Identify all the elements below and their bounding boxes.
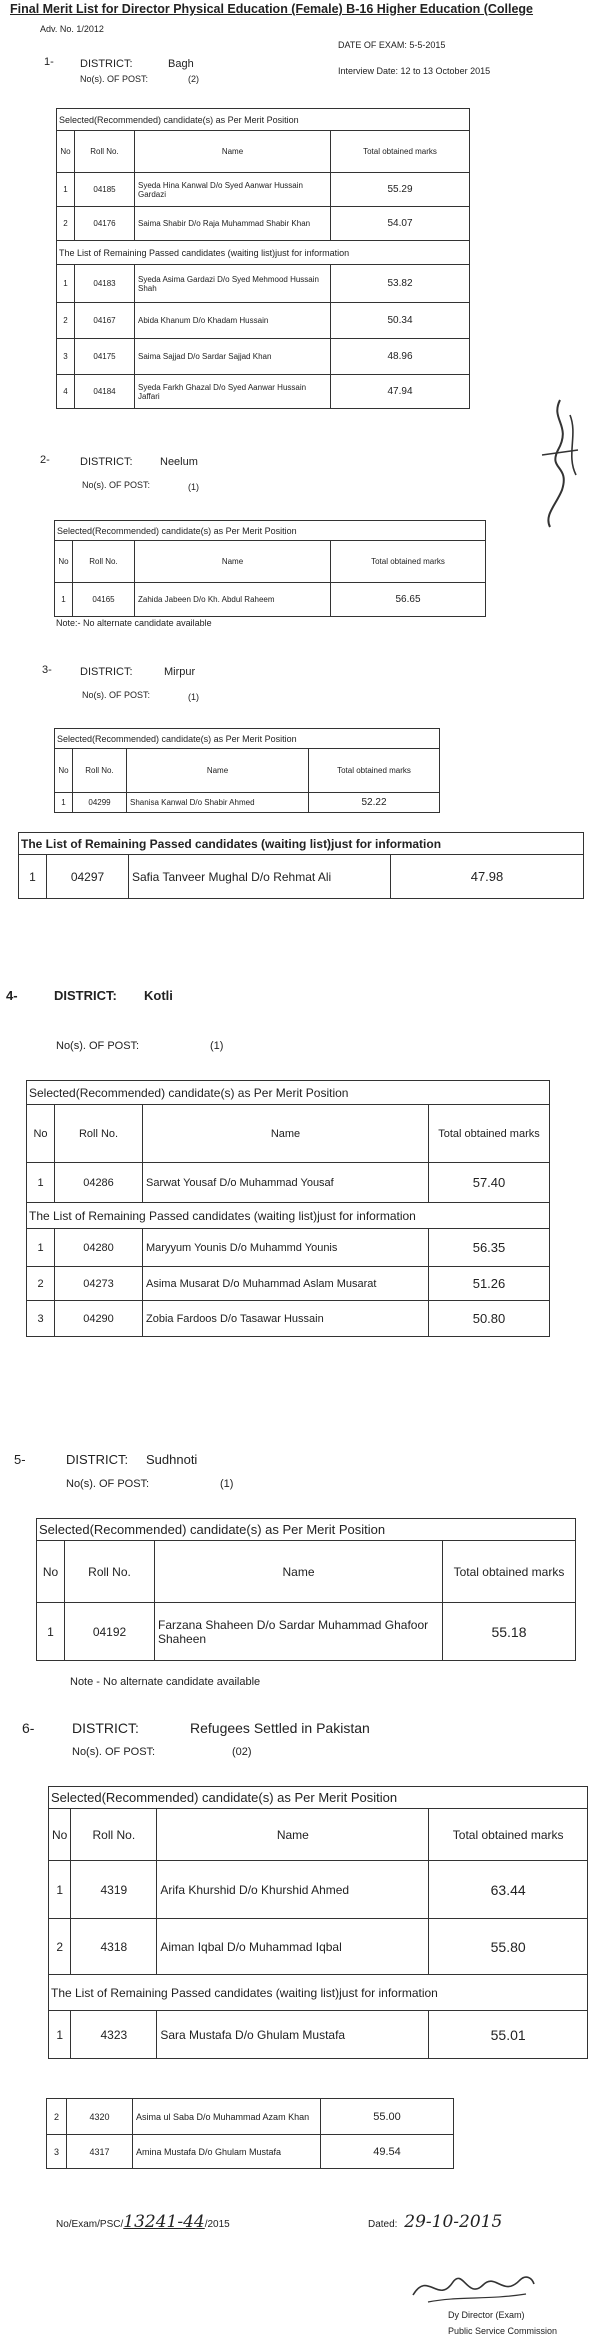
col-roll: Roll No. xyxy=(73,749,127,793)
district-name: Bagh xyxy=(168,58,194,70)
waiting-table-mirpur xyxy=(18,832,584,899)
posts-count: (2) xyxy=(188,74,199,84)
district-number: 6- xyxy=(22,1720,35,1736)
posts-count: (1) xyxy=(220,1478,234,1490)
advertisement-number: Adv. No. 1/2012 xyxy=(40,24,104,34)
col-name: Name xyxy=(155,1541,443,1603)
col-marks: Total obtained marks xyxy=(331,131,470,173)
merit-table-neelum xyxy=(54,520,486,617)
table-row: 1 04299 Shanisa Kanwal D/o Shabir Ahmed 52.22 xyxy=(55,793,440,813)
col-name: Name xyxy=(135,541,331,583)
col-no: No xyxy=(57,131,75,173)
table-row: 1 04192 Farzana Shaheen D/o Sardar Muhammad Ghafoor Shaheen 55.18 xyxy=(37,1603,576,1661)
table-row: 4 04184 Syeda Farkh Ghazal D/o Syed Aanwar Hussain Jaffari 47.94 xyxy=(57,375,470,409)
waiting-table-refugees-cont xyxy=(46,2098,454,2169)
designation: Dy Director (Exam) xyxy=(448,2310,525,2320)
col-name: Name xyxy=(143,1105,429,1163)
table-row: 2 4320 Asima ul Saba D/o Muhammad Azam Khan 55.00 xyxy=(47,2099,454,2135)
selected-heading: Selected(Recommended) candidate(s) as Per Merit Position xyxy=(49,1787,588,1809)
col-name: Name xyxy=(157,1809,429,1861)
merit-table-refugees xyxy=(48,1786,588,2059)
table-row: 1 04185 Syeda Hina Kanwal D/o Syed Aanwar Hussain Gardazi 55.29 xyxy=(57,173,470,207)
district-number: 2- xyxy=(40,454,50,466)
waiting-heading: The List of Remaining Passed candidates (waiting list)just for information xyxy=(27,1203,550,1229)
signature xyxy=(408,2260,538,2310)
col-no: No xyxy=(49,1809,71,1861)
table-row: 1 4319 Arifa Khurshid D/o Khurshid Ahmed 63.44 xyxy=(49,1861,588,1919)
district-name: Kotli xyxy=(144,988,173,1003)
col-roll: Roll No. xyxy=(75,131,135,173)
col-marks: Total obtained marks xyxy=(429,1809,588,1861)
col-marks: Total obtained marks xyxy=(443,1541,576,1603)
waiting-heading: The List of Remaining Passed candidates (waiting list)just for information xyxy=(49,1975,588,2011)
district-name: Neelum xyxy=(160,456,198,468)
col-marks: Total obtained marks xyxy=(309,749,440,793)
table-row: 1 04183 Syeda Asima Gardazi D/o Syed Mehmood Hussain Shah 53.82 xyxy=(57,265,470,303)
col-name: Name xyxy=(135,131,331,173)
waiting-heading: The List of Remaining Passed candidates (waiting list)just for information xyxy=(19,833,584,855)
district-label: DISTRICT: xyxy=(72,1720,139,1736)
table-row: 2 04273 Asima Musarat D/o Muhammad Aslam Musarat 51.26 xyxy=(27,1267,550,1301)
office: Public Service Commission xyxy=(448,2326,558,2336)
district-number: 5- xyxy=(14,1452,26,1467)
col-no: No xyxy=(55,749,73,793)
table-row: 1 04165 Zahida Jabeen D/o Kh. Abdul Raheem 56.65 xyxy=(55,583,486,617)
posts-label: No(s). OF POST: xyxy=(80,74,149,84)
selected-heading: Selected(Recommended) candidate(s) as Per Merit Position xyxy=(57,109,470,131)
col-roll: Roll No. xyxy=(65,1541,155,1603)
district-label: DISTRICT: xyxy=(66,1452,129,1467)
table-row: 3 4317 Amina Mustafa D/o Ghulam Mustafa 49.54 xyxy=(47,2135,454,2169)
selected-heading: Selected(Recommended) candidate(s) as Per Merit Position xyxy=(27,1081,550,1105)
table-row: 3 04175 Saima Sajjad D/o Sardar Sajjad Khan 48.96 xyxy=(57,339,470,375)
table-row: 2 04176 Saima Shabir D/o Raja Muhammad Shabir Khan 54.07 xyxy=(57,207,470,241)
district-name: Refugees Settled in Pakistan xyxy=(190,1720,370,1736)
district-label: DISTRICT: xyxy=(54,988,117,1003)
posts-count: (02) xyxy=(232,1746,252,1758)
district-name: Sudhnoti xyxy=(146,1452,198,1467)
table-row: 1 04280 Maryyum Younis D/o Muhammd Younis 56.35 xyxy=(27,1229,550,1267)
merit-table-kotli xyxy=(26,1080,550,1337)
dated: Dated: 29-10-2015 xyxy=(368,2212,503,2232)
merit-table-sudhnoti xyxy=(36,1518,576,1661)
district-name: Mirpur xyxy=(164,666,196,678)
interview-date: Interview Date: 12 to 13 October 2015 xyxy=(338,66,491,76)
table-row: 2 04167 Abida Khanum D/o Khadam Hussain 50.34 xyxy=(57,303,470,339)
posts-label: No(s). OF POST: xyxy=(66,1478,150,1490)
col-name: Name xyxy=(127,749,309,793)
page-title: Final Merit List for Director Physical Education (Female) B-16 Higher Education (College xyxy=(10,2,534,16)
note: Note - No alternate candidate available xyxy=(70,1676,261,1688)
selected-heading: Selected(Recommended) candidate(s) as Per Merit Position xyxy=(55,521,486,541)
table-row: 3 04290 Zobia Fardoos D/o Tasawar Hussain 50.80 xyxy=(27,1301,550,1337)
posts-label: No(s). OF POST: xyxy=(82,690,151,700)
district-number: 3- xyxy=(42,664,52,676)
posts-label: No(s). OF POST: xyxy=(56,1040,140,1052)
col-roll: Roll No. xyxy=(71,1809,157,1861)
district-label: DISTRICT: xyxy=(80,456,133,468)
merit-table-mirpur xyxy=(54,728,440,813)
posts-count: (1) xyxy=(210,1040,224,1052)
district-number: 1- xyxy=(44,56,54,68)
district-label: DISTRICT: xyxy=(80,58,133,70)
table-row: 2 4318 Aiman Iqbal D/o Muhammad Iqbal 55.80 xyxy=(49,1919,588,1975)
col-roll: Roll No. xyxy=(73,541,135,583)
col-no: No xyxy=(27,1105,55,1163)
reference-number: No/Exam/PSC/13241-44/2015 xyxy=(56,2212,230,2232)
selected-heading: Selected(Recommended) candidate(s) as Per Merit Position xyxy=(55,729,440,749)
col-no: No xyxy=(55,541,73,583)
waiting-heading: The List of Remaining Passed candidates (waiting list)just for information xyxy=(57,241,470,265)
col-marks: Total obtained marks xyxy=(331,541,486,583)
col-no: No xyxy=(37,1541,65,1603)
col-marks: Total obtained marks xyxy=(429,1105,550,1163)
table-row: 1 4323 Sara Mustafa D/o Ghulam Mustafa 55.01 xyxy=(49,2011,588,2059)
posts-count: (1) xyxy=(188,692,199,702)
merit-table-bagh xyxy=(56,108,470,409)
district-number: 4- xyxy=(6,988,18,1003)
posts-label: No(s). OF POST: xyxy=(72,1746,156,1758)
district-label: DISTRICT: xyxy=(80,666,133,678)
selected-heading: Selected(Recommended) candidate(s) as Per Merit Position xyxy=(37,1519,576,1541)
table-row: 1 04286 Sarwat Yousaf D/o Muhammad Yousaf 57.40 xyxy=(27,1163,550,1203)
note: Note:- No alternate candidate available xyxy=(56,618,212,628)
posts-count: (1) xyxy=(188,482,199,492)
col-roll: Roll No. xyxy=(55,1105,143,1163)
exam-date: DATE OF EXAM: 5-5-2015 xyxy=(338,40,446,50)
table-row: 1 04297 Safia Tanveer Mughal D/o Rehmat Ali 47.98 xyxy=(19,855,584,899)
posts-label: No(s). OF POST: xyxy=(82,480,151,490)
handwritten-initials xyxy=(530,395,590,535)
